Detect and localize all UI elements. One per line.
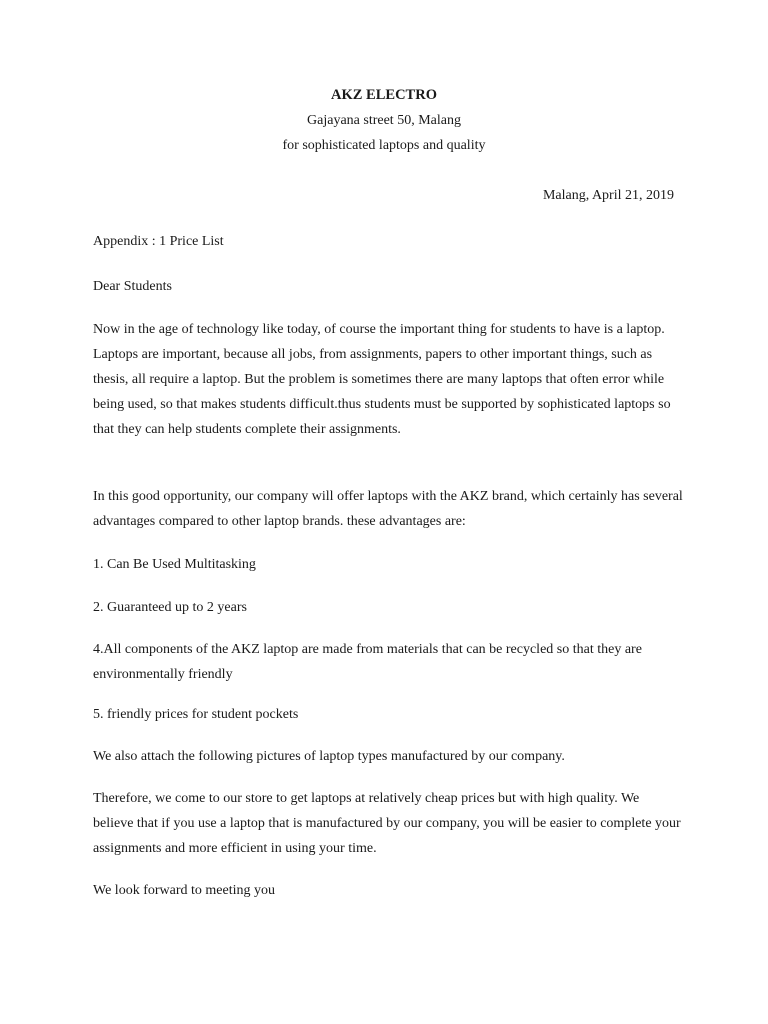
paragraph-intro: Now in the age of technology like today, of course the important thing for students to have is a laptop. Laptops are important, because all jobs, from assignments, papers to other important things, such as thesis, all require a laptop. But the problem is sometimes there are many laptops that often error while being used, so that makes students difficult.thus students must be supported by sophisticated laptops so that they can help students complete their assignments. [93,322,671,437]
advantage-item: 2. Guaranteed up to 2 years [93,600,247,615]
paragraph-conclusion: Therefore, we come to our store to get laptops at relatively cheap prices but with high quality. We believe that if you use a laptop that is manufactured by our company, you will be easier to complete your assignments and more efficient in using your time. [93,791,681,856]
advantage-item: 4.All components of the AKZ laptop are made from materials that can be recycled so that they are environmentally friendly [93,642,642,682]
appendix-line: Appendix : 1 Price List [93,234,224,249]
advantage-item: 5. friendly prices for student pockets [93,707,299,722]
closing-line: We look forward to meeting you [93,883,275,898]
company-tagline: for sophisticated laptops and quality [282,138,486,153]
company-address: Gajayana street 50, Malang [307,113,461,128]
paragraph-attachment: We also attach the following pictures of laptop types manufactured by our company. [93,749,565,764]
paragraph-offer: In this good opportunity, our company will offer laptops with the AKZ brand, which certainly has several advantages compared to other laptop brands. these advantages are: [93,489,683,529]
salutation: Dear Students [93,279,172,294]
letter-date: Malang, April 21, 2019 [542,188,674,203]
company-name: AKZ ELECTRO [331,87,437,103]
advantage-item: 1. Can Be Used Multitasking [93,557,256,572]
